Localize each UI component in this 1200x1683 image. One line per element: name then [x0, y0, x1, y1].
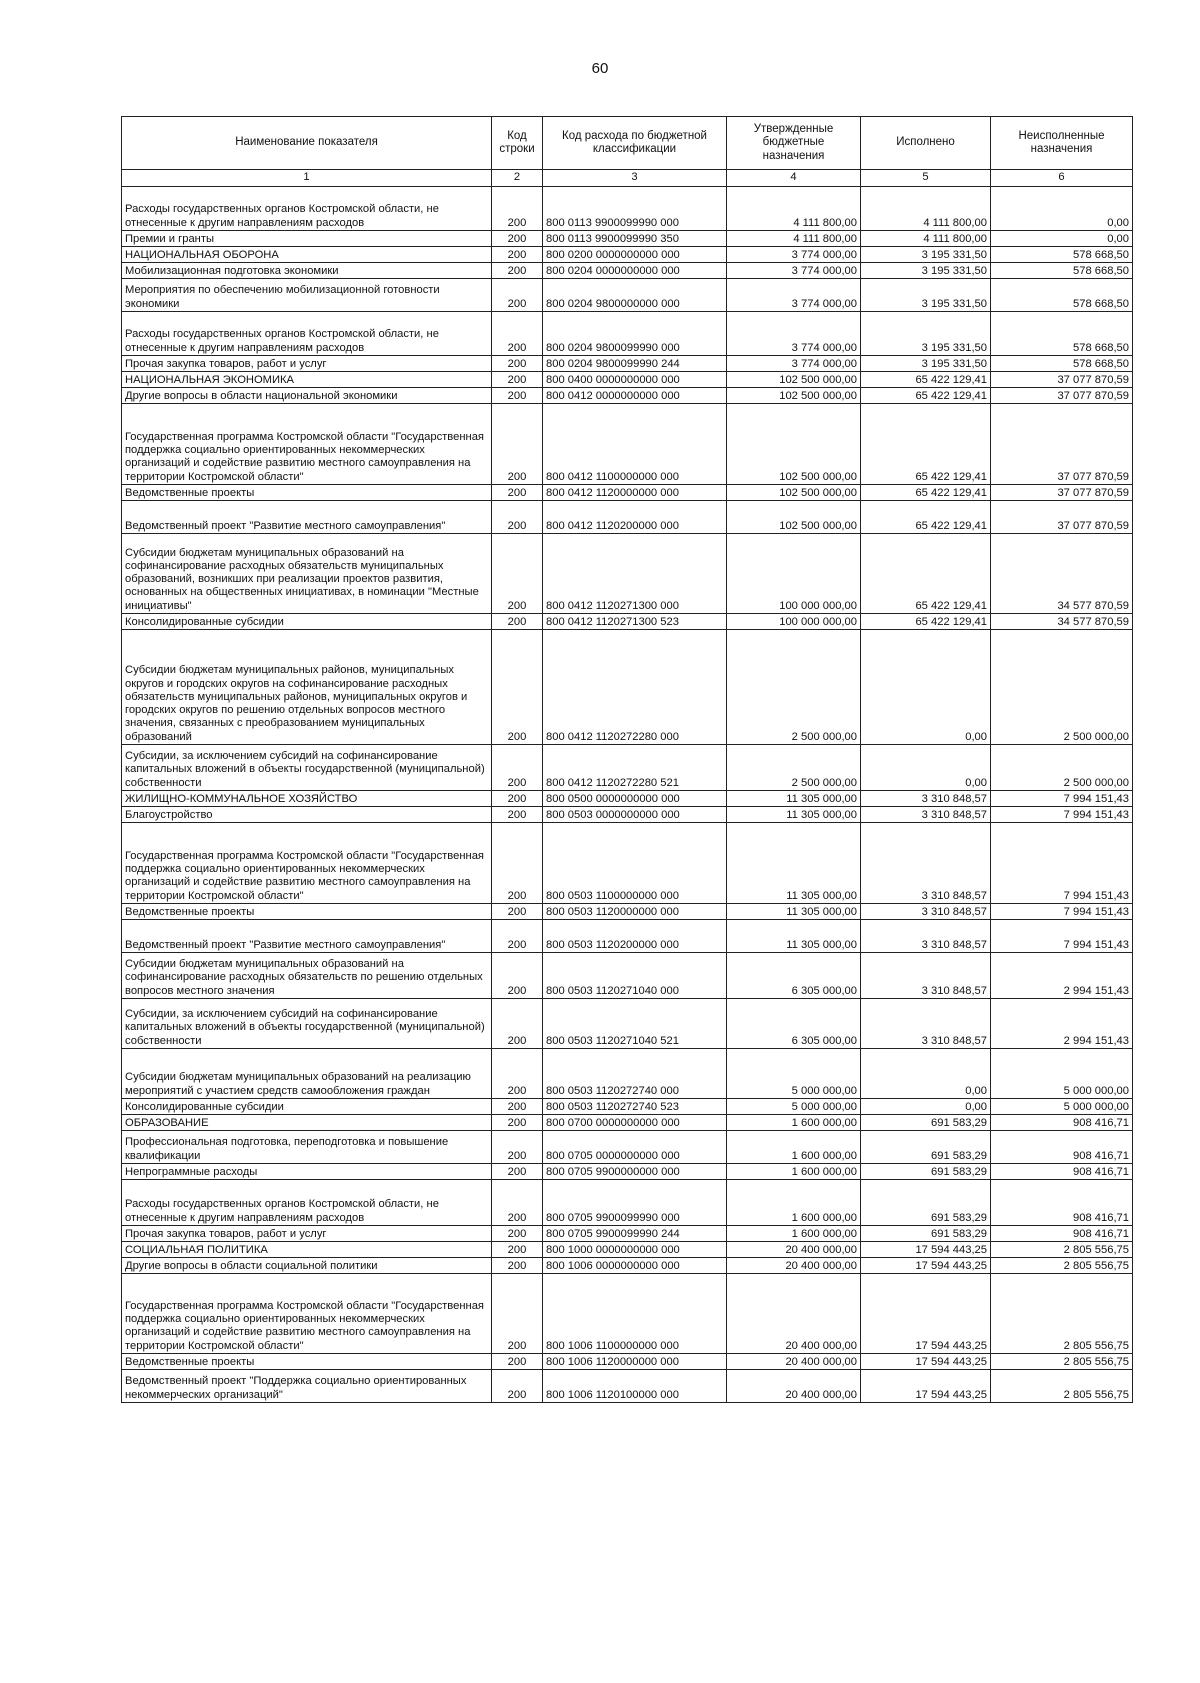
row-unexecuted-amount: 7 994 151,43 — [991, 920, 1133, 953]
row-unexecuted-amount: 908 416,71 — [991, 1164, 1133, 1180]
header-budget-classification-code: Код расхода по бюджетной классификации — [543, 117, 727, 170]
row-approved-amount: 3 774 000,00 — [727, 279, 861, 312]
row-classification-code: 800 1000 0000000000 000 — [543, 1242, 727, 1258]
row-classification-code: 800 1006 1120000000 000 — [543, 1354, 727, 1370]
row-line-code: 200 — [492, 1131, 543, 1164]
row-approved-amount: 1 600 000,00 — [727, 1180, 861, 1226]
row-line-code: 200 — [492, 231, 543, 247]
row-indicator-name: Расходы государственных органов Костромской области, не отнесенные к другим направлениям расходов — [122, 187, 492, 231]
row-executed-amount: 17 594 443,25 — [861, 1274, 991, 1354]
row-executed-amount: 3 310 848,57 — [861, 999, 991, 1049]
row-classification-code: 800 0503 0000000000 000 — [543, 807, 727, 823]
row-line-code: 200 — [492, 534, 543, 614]
table-row — [122, 1354, 1133, 1370]
row-line-code: 200 — [492, 485, 543, 501]
row-indicator-name: Ведомственные проекты — [122, 1354, 492, 1370]
row-unexecuted-amount: 2 805 556,75 — [991, 1258, 1133, 1274]
row-indicator-name: НАЦИОНАЛЬНАЯ ОБОРОНА — [122, 247, 492, 263]
row-classification-code: 800 0412 1120271300 000 — [543, 534, 727, 614]
row-approved-amount: 102 500 000,00 — [727, 372, 861, 388]
table-row — [122, 372, 1133, 388]
row-indicator-name: Ведомственные проекты — [122, 904, 492, 920]
row-line-code: 200 — [492, 1258, 543, 1274]
row-line-code: 200 — [492, 999, 543, 1049]
row-unexecuted-amount: 7 994 151,43 — [991, 791, 1133, 807]
row-approved-amount: 20 400 000,00 — [727, 1274, 861, 1354]
row-indicator-name: Консолидированные субсидии — [122, 1099, 492, 1115]
row-executed-amount: 0,00 — [861, 1099, 991, 1115]
row-classification-code: 800 1006 0000000000 000 — [543, 1258, 727, 1274]
row-line-code: 200 — [492, 279, 543, 312]
table-row — [122, 1242, 1133, 1258]
table-row — [122, 791, 1133, 807]
row-classification-code: 800 1006 1100000000 000 — [543, 1274, 727, 1354]
table-row — [122, 1131, 1133, 1164]
row-classification-code: 800 0412 1120272280 521 — [543, 745, 727, 791]
table-row — [122, 807, 1133, 823]
row-line-code: 200 — [492, 404, 543, 485]
row-approved-amount: 11 305 000,00 — [727, 823, 861, 904]
header-executed: Исполнено — [861, 117, 991, 170]
row-line-code: 200 — [492, 1180, 543, 1226]
row-classification-code: 800 0204 9800099990 244 — [543, 356, 727, 372]
row-classification-code: 800 0503 1120000000 000 — [543, 904, 727, 920]
row-classification-code: 800 0113 9900099990 000 — [543, 187, 727, 231]
row-indicator-name: Субсидии бюджетам муниципальных районов, муниципальных округов и городских округов на софинансирование расходных обязательств муниципальных районов, муниципальных округов и городских округов по решению отдельных вопросов местного значения, связанных с преобразованием муниципальных образований — [122, 630, 492, 745]
row-indicator-name: Консолидированные субсидии — [122, 614, 492, 630]
row-indicator-name: Субсидии бюджетам муниципальных образований на софинансирование расходных обязательств муниципальных образований, возникших при реализации проектов развития, основанных на общественных инициативах, в номинации "Местные инициативы" — [122, 534, 492, 614]
row-indicator-name: ЖИЛИЩНО-КОММУНАЛЬНОЕ ХОЗЯЙСТВО — [122, 791, 492, 807]
header-unexecuted-appropriations: Неисполненные назначения — [991, 117, 1133, 170]
row-approved-amount: 11 305 000,00 — [727, 807, 861, 823]
row-line-code: 200 — [492, 920, 543, 953]
row-executed-amount: 4 111 800,00 — [861, 231, 991, 247]
row-approved-amount: 1 600 000,00 — [727, 1115, 861, 1131]
header-indicator-name: Наименование показателя — [122, 117, 492, 170]
row-unexecuted-amount: 2 994 151,43 — [991, 999, 1133, 1049]
row-line-code: 200 — [492, 263, 543, 279]
table-row — [122, 1099, 1133, 1115]
row-indicator-name: Благоустройство — [122, 807, 492, 823]
row-executed-amount: 691 583,29 — [861, 1226, 991, 1242]
row-approved-amount: 2 500 000,00 — [727, 745, 861, 791]
budget-execution-table — [121, 116, 1133, 1403]
row-approved-amount: 5 000 000,00 — [727, 1099, 861, 1115]
row-approved-amount: 5 000 000,00 — [727, 1049, 861, 1099]
row-line-code: 200 — [492, 745, 543, 791]
row-indicator-name: Расходы государственных органов Костромской области, не отнесенные к другим направлениям расходов — [122, 1180, 492, 1226]
row-approved-amount: 1 600 000,00 — [727, 1226, 861, 1242]
row-line-code: 200 — [492, 823, 543, 904]
row-classification-code: 800 0412 1120200000 000 — [543, 501, 727, 534]
row-indicator-name: Непрограммные расходы — [122, 1164, 492, 1180]
table-row — [122, 823, 1133, 904]
row-executed-amount: 3 310 848,57 — [861, 823, 991, 904]
row-unexecuted-amount: 2 805 556,75 — [991, 1242, 1133, 1258]
row-unexecuted-amount: 908 416,71 — [991, 1226, 1133, 1242]
table-row — [122, 920, 1133, 953]
row-classification-code: 800 0503 1100000000 000 — [543, 823, 727, 904]
row-indicator-name: Субсидии бюджетам муниципальных образований на реализацию мероприятий с участием средств самообложения граждан — [122, 1049, 492, 1099]
row-approved-amount: 102 500 000,00 — [727, 404, 861, 485]
row-classification-code: 800 0705 9900099990 244 — [543, 1226, 727, 1242]
column-number: 1 — [122, 170, 492, 187]
row-indicator-name: Ведомственный проект "Развитие местного самоуправления" — [122, 501, 492, 534]
row-unexecuted-amount: 2 805 556,75 — [991, 1274, 1133, 1354]
row-executed-amount: 65 422 129,41 — [861, 388, 991, 404]
row-line-code: 200 — [492, 630, 543, 745]
table-row — [122, 356, 1133, 372]
table-header-row — [122, 117, 1133, 170]
row-indicator-name: ОБРАЗОВАНИЕ — [122, 1115, 492, 1131]
row-approved-amount: 2 500 000,00 — [727, 630, 861, 745]
header-approved-appropriations: Утвержденные бюджетные назначения — [727, 117, 861, 170]
row-classification-code: 800 0204 0000000000 000 — [543, 263, 727, 279]
row-classification-code: 800 0400 0000000000 000 — [543, 372, 727, 388]
row-executed-amount: 0,00 — [861, 1049, 991, 1099]
row-classification-code: 800 0412 1120272280 000 — [543, 630, 727, 745]
row-line-code: 200 — [492, 372, 543, 388]
row-indicator-name: Премии и гранты — [122, 231, 492, 247]
row-classification-code: 800 1006 1120100000 000 — [543, 1370, 727, 1403]
row-executed-amount: 17 594 443,25 — [861, 1242, 991, 1258]
row-line-code: 200 — [492, 1164, 543, 1180]
row-unexecuted-amount: 2 994 151,43 — [991, 953, 1133, 999]
column-number: 2 — [492, 170, 543, 187]
row-classification-code: 800 0700 0000000000 000 — [543, 1115, 727, 1131]
row-unexecuted-amount: 2 500 000,00 — [991, 630, 1133, 745]
row-approved-amount: 100 000 000,00 — [727, 534, 861, 614]
table-row — [122, 1274, 1133, 1354]
row-unexecuted-amount: 7 994 151,43 — [991, 823, 1133, 904]
row-indicator-name: Расходы государственных органов Костромской области, не отнесенные к другим направлениям расходов — [122, 312, 492, 356]
row-classification-code: 800 0500 0000000000 000 — [543, 791, 727, 807]
row-unexecuted-amount: 2 500 000,00 — [991, 745, 1133, 791]
row-line-code: 200 — [492, 356, 543, 372]
row-classification-code: 800 0200 0000000000 000 — [543, 247, 727, 263]
table-row — [122, 1226, 1133, 1242]
row-line-code: 200 — [492, 187, 543, 231]
row-indicator-name: Субсидии бюджетам муниципальных образований на софинансирование расходных обязательств по решению отдельных вопросов местного значения — [122, 953, 492, 999]
table-row — [122, 999, 1133, 1049]
row-unexecuted-amount: 578 668,50 — [991, 356, 1133, 372]
row-approved-amount: 6 305 000,00 — [727, 953, 861, 999]
row-classification-code: 800 0412 1100000000 000 — [543, 404, 727, 485]
row-line-code: 200 — [492, 807, 543, 823]
row-executed-amount: 65 422 129,41 — [861, 372, 991, 388]
row-unexecuted-amount: 908 416,71 — [991, 1180, 1133, 1226]
row-indicator-name: Прочая закупка товаров, работ и услуг — [122, 1226, 492, 1242]
row-line-code: 200 — [492, 1049, 543, 1099]
table-row — [122, 187, 1133, 231]
row-executed-amount: 65 422 129,41 — [861, 534, 991, 614]
table-row — [122, 388, 1133, 404]
header-line-code: Код строки — [492, 117, 543, 170]
row-classification-code: 800 0503 1120271040 521 — [543, 999, 727, 1049]
row-executed-amount: 3 195 331,50 — [861, 263, 991, 279]
row-executed-amount: 65 422 129,41 — [861, 501, 991, 534]
table-row — [122, 404, 1133, 485]
row-unexecuted-amount: 578 668,50 — [991, 263, 1133, 279]
row-line-code: 200 — [492, 501, 543, 534]
row-approved-amount: 20 400 000,00 — [727, 1370, 861, 1403]
column-number-row — [122, 170, 1133, 187]
row-line-code: 200 — [492, 1242, 543, 1258]
row-approved-amount: 20 400 000,00 — [727, 1354, 861, 1370]
row-classification-code: 800 0204 9800099990 000 — [543, 312, 727, 356]
row-classification-code: 800 0204 9800000000 000 — [543, 279, 727, 312]
row-unexecuted-amount: 7 994 151,43 — [991, 807, 1133, 823]
row-indicator-name: Мероприятия по обеспечению мобилизационной готовности экономики — [122, 279, 492, 312]
row-executed-amount: 4 111 800,00 — [861, 187, 991, 231]
row-executed-amount: 65 422 129,41 — [861, 404, 991, 485]
page-number: 60 — [591, 60, 609, 77]
row-classification-code: 800 0503 1120200000 000 — [543, 920, 727, 953]
row-approved-amount: 4 111 800,00 — [727, 187, 861, 231]
row-approved-amount: 3 774 000,00 — [727, 247, 861, 263]
row-indicator-name: Субсидии, за исключением субсидий на софинансирование капитальных вложений в объекты государственной (муниципальной) собственности — [122, 999, 492, 1049]
table-row — [122, 630, 1133, 745]
row-approved-amount: 100 000 000,00 — [727, 614, 861, 630]
row-line-code: 200 — [492, 614, 543, 630]
report-sheet — [121, 116, 1132, 1403]
row-executed-amount: 3 310 848,57 — [861, 791, 991, 807]
row-executed-amount: 3 195 331,50 — [861, 356, 991, 372]
row-line-code: 200 — [492, 1226, 543, 1242]
row-executed-amount: 3 195 331,50 — [861, 312, 991, 356]
row-executed-amount: 691 583,29 — [861, 1180, 991, 1226]
row-indicator-name: Государственная программа Костромской области "Государственная поддержка социально ориентированных некоммерческих организаций и содействие развитию местного самоуправления на территории Костромской области" — [122, 1274, 492, 1354]
row-line-code: 200 — [492, 1370, 543, 1403]
row-executed-amount: 691 583,29 — [861, 1164, 991, 1180]
row-indicator-name: Государственная программа Костромской области "Государственная поддержка социально ориентированных некоммерческих организаций и содействие развитию местного самоуправления на территории Костромской области" — [122, 823, 492, 904]
row-executed-amount: 65 422 129,41 — [861, 614, 991, 630]
row-line-code: 200 — [492, 791, 543, 807]
row-unexecuted-amount: 578 668,50 — [991, 312, 1133, 356]
column-number: 4 — [727, 170, 861, 187]
table-row — [122, 1115, 1133, 1131]
table-row — [122, 1049, 1133, 1099]
row-line-code: 200 — [492, 312, 543, 356]
row-indicator-name: Ведомственный проект "Поддержка социально ориентированных некоммерческих организаций" — [122, 1370, 492, 1403]
row-line-code: 200 — [492, 1354, 543, 1370]
table-row — [122, 279, 1133, 312]
row-indicator-name: Другие вопросы в области национальной экономики — [122, 388, 492, 404]
row-approved-amount: 20 400 000,00 — [727, 1242, 861, 1258]
row-unexecuted-amount: 5 000 000,00 — [991, 1049, 1133, 1099]
table-row — [122, 745, 1133, 791]
row-executed-amount: 17 594 443,25 — [861, 1258, 991, 1274]
row-classification-code: 800 0705 9900099990 000 — [543, 1180, 727, 1226]
row-line-code: 200 — [492, 1274, 543, 1354]
table-row — [122, 1164, 1133, 1180]
row-unexecuted-amount: 37 077 870,59 — [991, 501, 1133, 534]
table-row — [122, 312, 1133, 356]
table-row — [122, 501, 1133, 534]
row-approved-amount: 11 305 000,00 — [727, 904, 861, 920]
column-number: 6 — [991, 170, 1133, 187]
row-classification-code: 800 0503 1120271040 000 — [543, 953, 727, 999]
row-executed-amount: 17 594 443,25 — [861, 1370, 991, 1403]
row-unexecuted-amount: 37 077 870,59 — [991, 372, 1133, 388]
row-executed-amount: 3 195 331,50 — [861, 247, 991, 263]
row-unexecuted-amount: 0,00 — [991, 231, 1133, 247]
row-classification-code: 800 0705 9900000000 000 — [543, 1164, 727, 1180]
row-executed-amount: 691 583,29 — [861, 1131, 991, 1164]
row-indicator-name: НАЦИОНАЛЬНАЯ ЭКОНОМИКА — [122, 372, 492, 388]
row-executed-amount: 691 583,29 — [861, 1115, 991, 1131]
row-indicator-name: Субсидии, за исключением субсидий на софинансирование капитальных вложений в объекты государственной (муниципальной) собственности — [122, 745, 492, 791]
row-executed-amount: 17 594 443,25 — [861, 1354, 991, 1370]
row-approved-amount: 102 500 000,00 — [727, 485, 861, 501]
row-classification-code: 800 0412 0000000000 000 — [543, 388, 727, 404]
row-indicator-name: Мобилизационная подготовка экономики — [122, 263, 492, 279]
row-approved-amount: 4 111 800,00 — [727, 231, 861, 247]
row-line-code: 200 — [492, 1115, 543, 1131]
row-indicator-name: СОЦИАЛЬНАЯ ПОЛИТИКА — [122, 1242, 492, 1258]
row-indicator-name: Другие вопросы в области социальной политики — [122, 1258, 492, 1274]
row-unexecuted-amount: 37 077 870,59 — [991, 404, 1133, 485]
row-approved-amount: 11 305 000,00 — [727, 920, 861, 953]
row-approved-amount: 3 774 000,00 — [727, 263, 861, 279]
table-row — [122, 953, 1133, 999]
row-unexecuted-amount: 2 805 556,75 — [991, 1370, 1133, 1403]
table-row — [122, 247, 1133, 263]
row-unexecuted-amount: 37 077 870,59 — [991, 388, 1133, 404]
column-number: 5 — [861, 170, 991, 187]
table-row — [122, 485, 1133, 501]
row-approved-amount: 1 600 000,00 — [727, 1164, 861, 1180]
row-approved-amount: 1 600 000,00 — [727, 1131, 861, 1164]
row-approved-amount: 102 500 000,00 — [727, 388, 861, 404]
row-unexecuted-amount: 908 416,71 — [991, 1115, 1133, 1131]
table-row — [122, 263, 1133, 279]
table-row — [122, 1370, 1133, 1403]
table-row — [122, 1258, 1133, 1274]
row-approved-amount: 20 400 000,00 — [727, 1258, 861, 1274]
table-row — [122, 1180, 1133, 1226]
row-indicator-name: Профессиональная подготовка, переподготовка и повышение квалификации — [122, 1131, 492, 1164]
row-unexecuted-amount: 37 077 870,59 — [991, 485, 1133, 501]
row-executed-amount: 65 422 129,41 — [861, 485, 991, 501]
row-line-code: 200 — [492, 388, 543, 404]
row-indicator-name: Ведомственный проект "Развитие местного самоуправления" — [122, 920, 492, 953]
row-approved-amount: 6 305 000,00 — [727, 999, 861, 1049]
row-executed-amount: 3 310 848,57 — [861, 953, 991, 999]
row-classification-code: 800 0412 1120271300 523 — [543, 614, 727, 630]
row-executed-amount: 3 310 848,57 — [861, 920, 991, 953]
row-unexecuted-amount: 34 577 870,59 — [991, 534, 1133, 614]
row-approved-amount: 11 305 000,00 — [727, 791, 861, 807]
row-unexecuted-amount: 578 668,50 — [991, 247, 1133, 263]
row-indicator-name: Прочая закупка товаров, работ и услуг — [122, 356, 492, 372]
row-classification-code: 800 0412 1120000000 000 — [543, 485, 727, 501]
row-indicator-name: Государственная программа Костромской области "Государственная поддержка социально ориентированных некоммерческих организаций и содействие развитию местного самоуправления на территории Костромской области" — [122, 404, 492, 485]
row-classification-code: 800 0705 0000000000 000 — [543, 1131, 727, 1164]
row-line-code: 200 — [492, 1099, 543, 1115]
table-row — [122, 231, 1133, 247]
row-unexecuted-amount: 34 577 870,59 — [991, 614, 1133, 630]
row-unexecuted-amount: 7 994 151,43 — [991, 904, 1133, 920]
row-unexecuted-amount: 908 416,71 — [991, 1131, 1133, 1164]
row-executed-amount: 3 310 848,57 — [861, 904, 991, 920]
row-unexecuted-amount: 578 668,50 — [991, 279, 1133, 312]
row-unexecuted-amount: 0,00 — [991, 187, 1133, 231]
row-executed-amount: 0,00 — [861, 745, 991, 791]
row-executed-amount: 3 310 848,57 — [861, 807, 991, 823]
row-executed-amount: 0,00 — [861, 630, 991, 745]
row-approved-amount: 3 774 000,00 — [727, 356, 861, 372]
row-indicator-name: Ведомственные проекты — [122, 485, 492, 501]
row-executed-amount: 3 195 331,50 — [861, 279, 991, 312]
row-approved-amount: 3 774 000,00 — [727, 312, 861, 356]
row-classification-code: 800 0113 9900099990 350 — [543, 231, 727, 247]
column-number: 3 — [543, 170, 727, 187]
table-row — [122, 534, 1133, 614]
row-classification-code: 800 0503 1120272740 000 — [543, 1049, 727, 1099]
row-line-code: 200 — [492, 904, 543, 920]
row-approved-amount: 102 500 000,00 — [727, 501, 861, 534]
table-row — [122, 904, 1133, 920]
row-classification-code: 800 0503 1120272740 523 — [543, 1099, 727, 1115]
row-line-code: 200 — [492, 247, 543, 263]
table-body — [122, 187, 1133, 1403]
row-unexecuted-amount: 2 805 556,75 — [991, 1354, 1133, 1370]
table-row — [122, 614, 1133, 630]
row-line-code: 200 — [492, 953, 543, 999]
row-unexecuted-amount: 5 000 000,00 — [991, 1099, 1133, 1115]
